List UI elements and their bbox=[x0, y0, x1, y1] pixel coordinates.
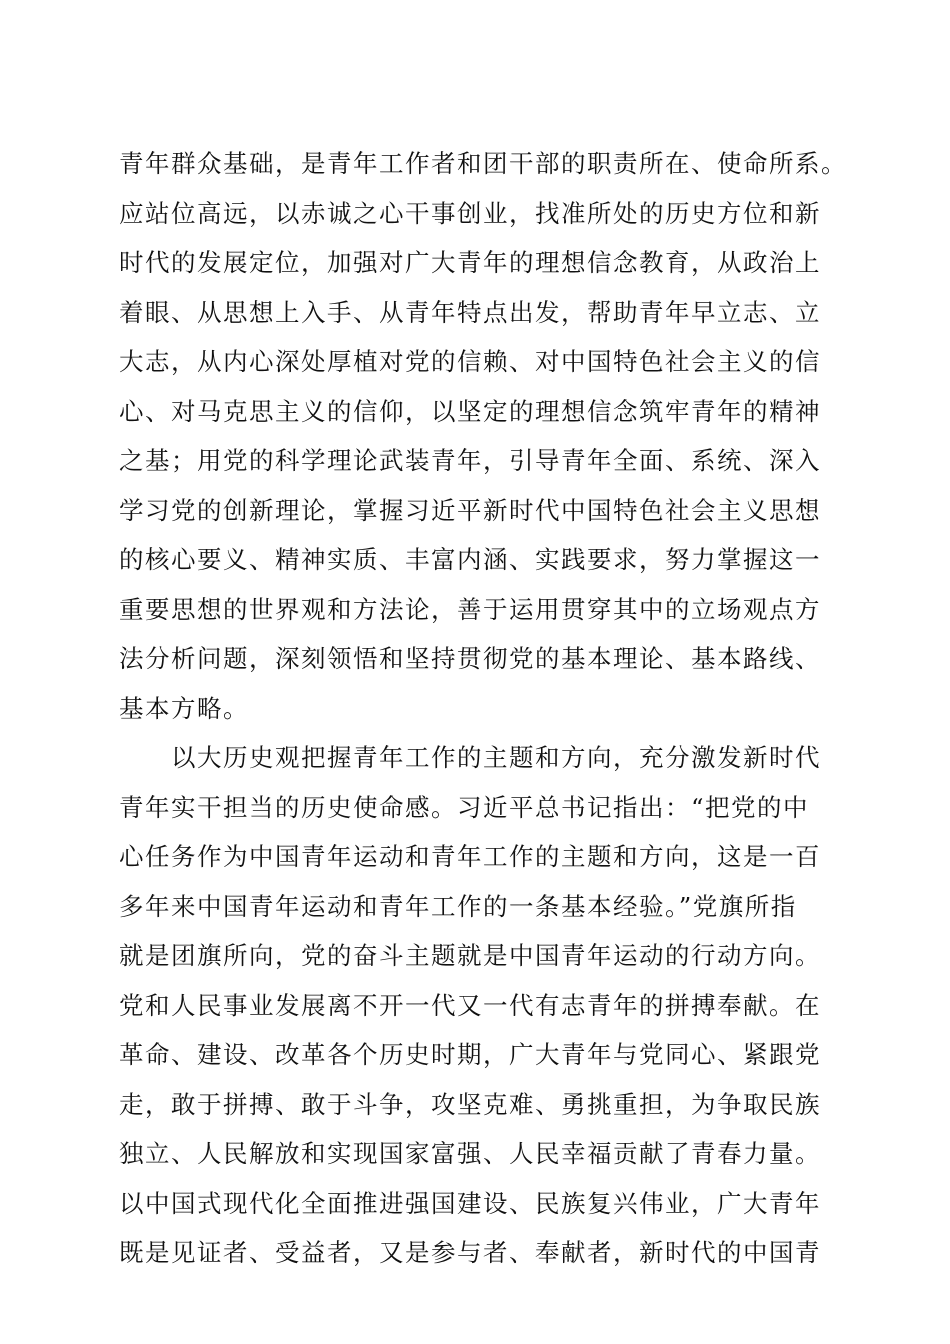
text-line-indented: 以大历史观把握青年工作的主题和方向，充分激发新时代 bbox=[171, 743, 821, 772]
paragraph-1 bbox=[119, 139, 847, 733]
text-line: 青年实干担当的历史使命感。习近平总书记指出：“把党的中 bbox=[119, 792, 810, 822]
text-line: 学习党的创新理论，掌握习近平新时代中国特色社会主义思想 bbox=[119, 495, 821, 525]
text-line: 独立、人民解放和实现国家富强、人民幸福贡献了青春力量。 bbox=[119, 1139, 821, 1168]
text-line: 青年群众基础，是青年工作者和团干部的职责所在、使命所系。 bbox=[119, 149, 847, 178]
text-line: 重要思想的世界观和方法论，善于运用贯穿其中的立场观点方 bbox=[119, 594, 821, 624]
text-line: 心、对马克思主义的信仰，以坚定的理想信念筑牢青年的精神 bbox=[119, 396, 821, 426]
text-line: 时代的发展定位，加强对广大青年的理想信念教育，从政治上 bbox=[119, 248, 821, 277]
paragraph-2 bbox=[119, 733, 839, 1278]
body-text bbox=[119, 139, 847, 1278]
text-line: 基本方略。 bbox=[119, 693, 249, 723]
text-line: 的核心要义、精神实质、丰富内涵、实践要求，努力掌握这一 bbox=[119, 545, 821, 574]
text-line: 着眼、从思想上入手、从青年特点出发，帮助青年早立志、立 bbox=[119, 297, 821, 327]
text-line: 心任务作为中国青年运动和青年工作的主题和方向，这是一百 bbox=[119, 842, 821, 871]
text-line: 党和人民事业发展离不开一代又一代有志青年的拼搏奉献。在 bbox=[119, 990, 821, 1020]
text-line: 既是见证者、受益者，又是参与者、奉献者，新时代的中国青 bbox=[119, 1238, 821, 1267]
text-line: 大志，从内心深处厚植对党的信赖、对中国特色社会主义的信 bbox=[119, 347, 821, 376]
text-line: 之基；用党的科学理论武装青年，引导青年全面、系统、深入 bbox=[119, 446, 821, 475]
text-line: 就是团旗所向，党的奋斗主题就是中国青年运动的行动方向。 bbox=[119, 941, 821, 970]
text-line: 法分析问题，深刻领悟和坚持贯彻党的基本理论、基本路线、 bbox=[119, 644, 821, 673]
text-line: 革命、建设、改革各个历史时期，广大青年与党同心、紧跟党 bbox=[119, 1040, 821, 1069]
text-line: 应站位高远，以赤诚之心干事创业，找准所处的历史方位和新 bbox=[119, 198, 821, 228]
text-line: 走，敢于拼搏、敢于斗争，攻坚克难、勇挑重担，为争取民族 bbox=[119, 1089, 821, 1119]
text-line: 多年来中国青年运动和青年工作的一条基本经验。”党旗所指 bbox=[119, 891, 797, 921]
text-line: 以中国式现代化全面推进强国建设、民族复兴伟业，广大青年 bbox=[119, 1188, 821, 1218]
